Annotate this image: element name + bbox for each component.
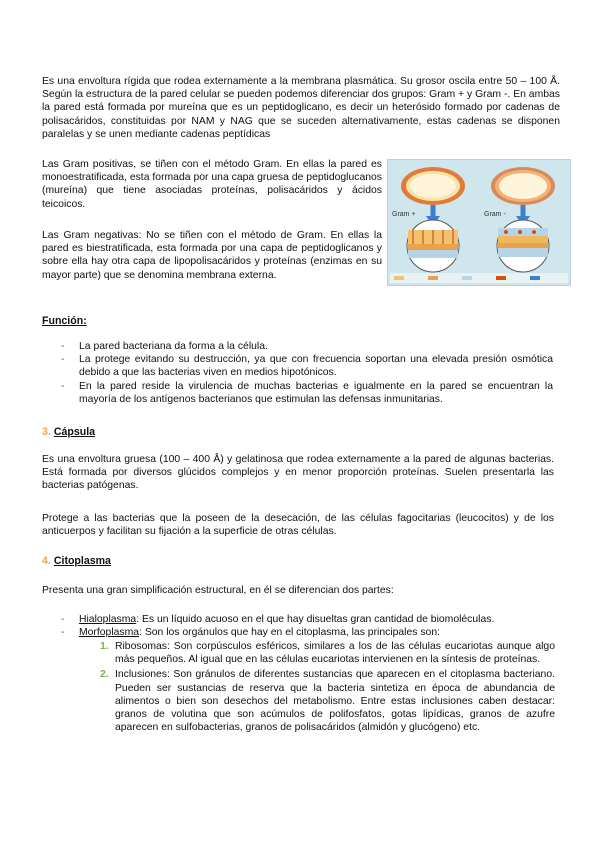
capsula-heading bbox=[42, 426, 95, 438]
gram-positive-wall-detail-icon bbox=[407, 220, 459, 272]
citoplasma-heading bbox=[42, 555, 111, 567]
capsula-heading-text: Cápsula bbox=[53, 426, 96, 438]
gram-positive-paragraph: Las Gram positivas, se tiñen con el método Gram. En ellas la pared es monoestratificada, esta formada por una capa gruesa de peptidoglucanos (mureína) que tiene asociadas proteínas, polisacáridos y ácidos teicoicos. bbox=[42, 159, 382, 210]
capsula-paragraph-1: Es una envoltura gruesa (100 – 400 Å) y gelatinosa que rodea externamente a la pared de algunas bacterias. Está formada por diversos glúcidos complejos y en menor proporción proteínas. Suelen presentarla las bacterias patógenas. bbox=[42, 454, 554, 492]
gram-wall-figure bbox=[387, 159, 571, 286]
funcion-item-2: - La protege evitando su destrucción, ya que con frecuencia soportan una elevada presión osmótica debido a que las bacterias viven en medios hipotónicos. bbox=[61, 354, 553, 379]
morfoplasma-item: - Morfoplasma: Son los orgánulos que hay en el citoplasma, las principales son: bbox=[61, 627, 440, 639]
pared-intro-paragraph: Es una envoltura rígida que rodea externamente a la membrana plasmática. Su grosor oscila entre 50 – 100 Å. Según la estructura de la pared celular se pueden podemos diferenciar dos grupos: Gram + y Gram -. En ambas la pared está formada por mureína que es un peptidoglicano, es decir un heterósido formado por cadenas de polisacáridos, constituidas por NAM y NAG que se suceden alternativamente, estas cadenas se disponen paralelas y se unen mediante cadenas peptídicas bbox=[42, 76, 560, 140]
morfoplasma-sublist-block bbox=[100, 640, 555, 734]
capsula-paragraph-2: Protege a las bacterias que la poseen de la desecación, de las células fagocitarias (leucocitos) y de los anticuerpos y facilitan su fijación a la superficie de otras células. bbox=[42, 513, 554, 538]
gram-positive-label: Gram + bbox=[392, 211, 416, 218]
funcion-item-3: - En la pared reside la virulencia de muchas bacterias e igualmente en la pared se encuentran la mayoría de los antígenos bacterianos que estimulan las defensas inmunitarias. bbox=[61, 380, 553, 405]
capsula-number: 3. bbox=[42, 426, 51, 438]
gram-negative-block bbox=[42, 229, 382, 282]
funcion-heading-text: Función: bbox=[42, 315, 87, 327]
funcion-heading bbox=[42, 315, 87, 327]
gram-wall-illustration bbox=[388, 160, 570, 285]
ribosomas-item: 1. Ribosomas: Son corpúsculos esféricos, similares a los de las células eucariotas aunque algo más pequeños. Al igual que en las células eucariotas intervienen en la síntesis de proteínas. bbox=[100, 641, 555, 666]
morfoplasma-term: Morfoplasma bbox=[79, 627, 140, 639]
citoplasma-number: 4. bbox=[42, 555, 51, 567]
funcion-list-block bbox=[61, 340, 553, 406]
hialoplasma-item: - Hialoplasma: Es un líquido acuoso en el que hay disueltas gran cantidad de biomoléculas. bbox=[61, 614, 495, 625]
gram-positive-block bbox=[42, 158, 382, 211]
hialoplasma-term: Hialoplasma bbox=[79, 614, 137, 625]
pared-intro-block bbox=[42, 75, 560, 141]
citoplasma-list-block bbox=[61, 613, 553, 639]
gram-negative-cell-icon bbox=[491, 167, 555, 205]
inclusiones-item: 2. Inclusiones: Son gránulos de diferentes sustancias que aparecen en el citoplasma bacteriano. Pueden ser sustancias de reserva que la bacteria sintetiza en época de abundancia de alimentos o bien son desechos del metabolismo. Entre estas inclusiones caben destacar: granos de volutina que son acúmulos de polifosfatos, gotas lipídicas, granos de azufre aparecen en sulfobacterias, granos de polisacáridos (almidón y glucógeno) etc. bbox=[100, 669, 555, 734]
funcion-item-1: - La pared bacteriana da forma a la célula. bbox=[61, 341, 268, 352]
gram-negative-label: Gram - bbox=[484, 211, 506, 218]
citoplasma-intro-block bbox=[42, 584, 554, 597]
citoplasma-heading-text: Citoplasma bbox=[53, 555, 111, 567]
citoplasma-list bbox=[61, 613, 553, 639]
gram-positive-cell-icon bbox=[401, 167, 465, 205]
morfoplasma-sublist bbox=[100, 640, 555, 734]
citoplasma-intro: Presenta una gran simplificación estructural, en él se diferencian dos partes: bbox=[42, 585, 394, 596]
funcion-list bbox=[61, 340, 553, 406]
gram-negative-wall-detail-icon bbox=[497, 220, 549, 272]
figure-legend-strip bbox=[390, 273, 568, 283]
capsula-block-1 bbox=[42, 453, 554, 493]
gram-negative-paragraph: Las Gram negativas: No se tiñen con el método de Gram. En ellas la pared es biestratificada, esta formada por una capa de peptidoglicanos y sobre ella hay otra capa de lipopolisacáridos y proteínas (enzimas en su mayor parte) que se denomina membrana externa. bbox=[42, 230, 382, 281]
capsula-block-2 bbox=[42, 512, 554, 538]
